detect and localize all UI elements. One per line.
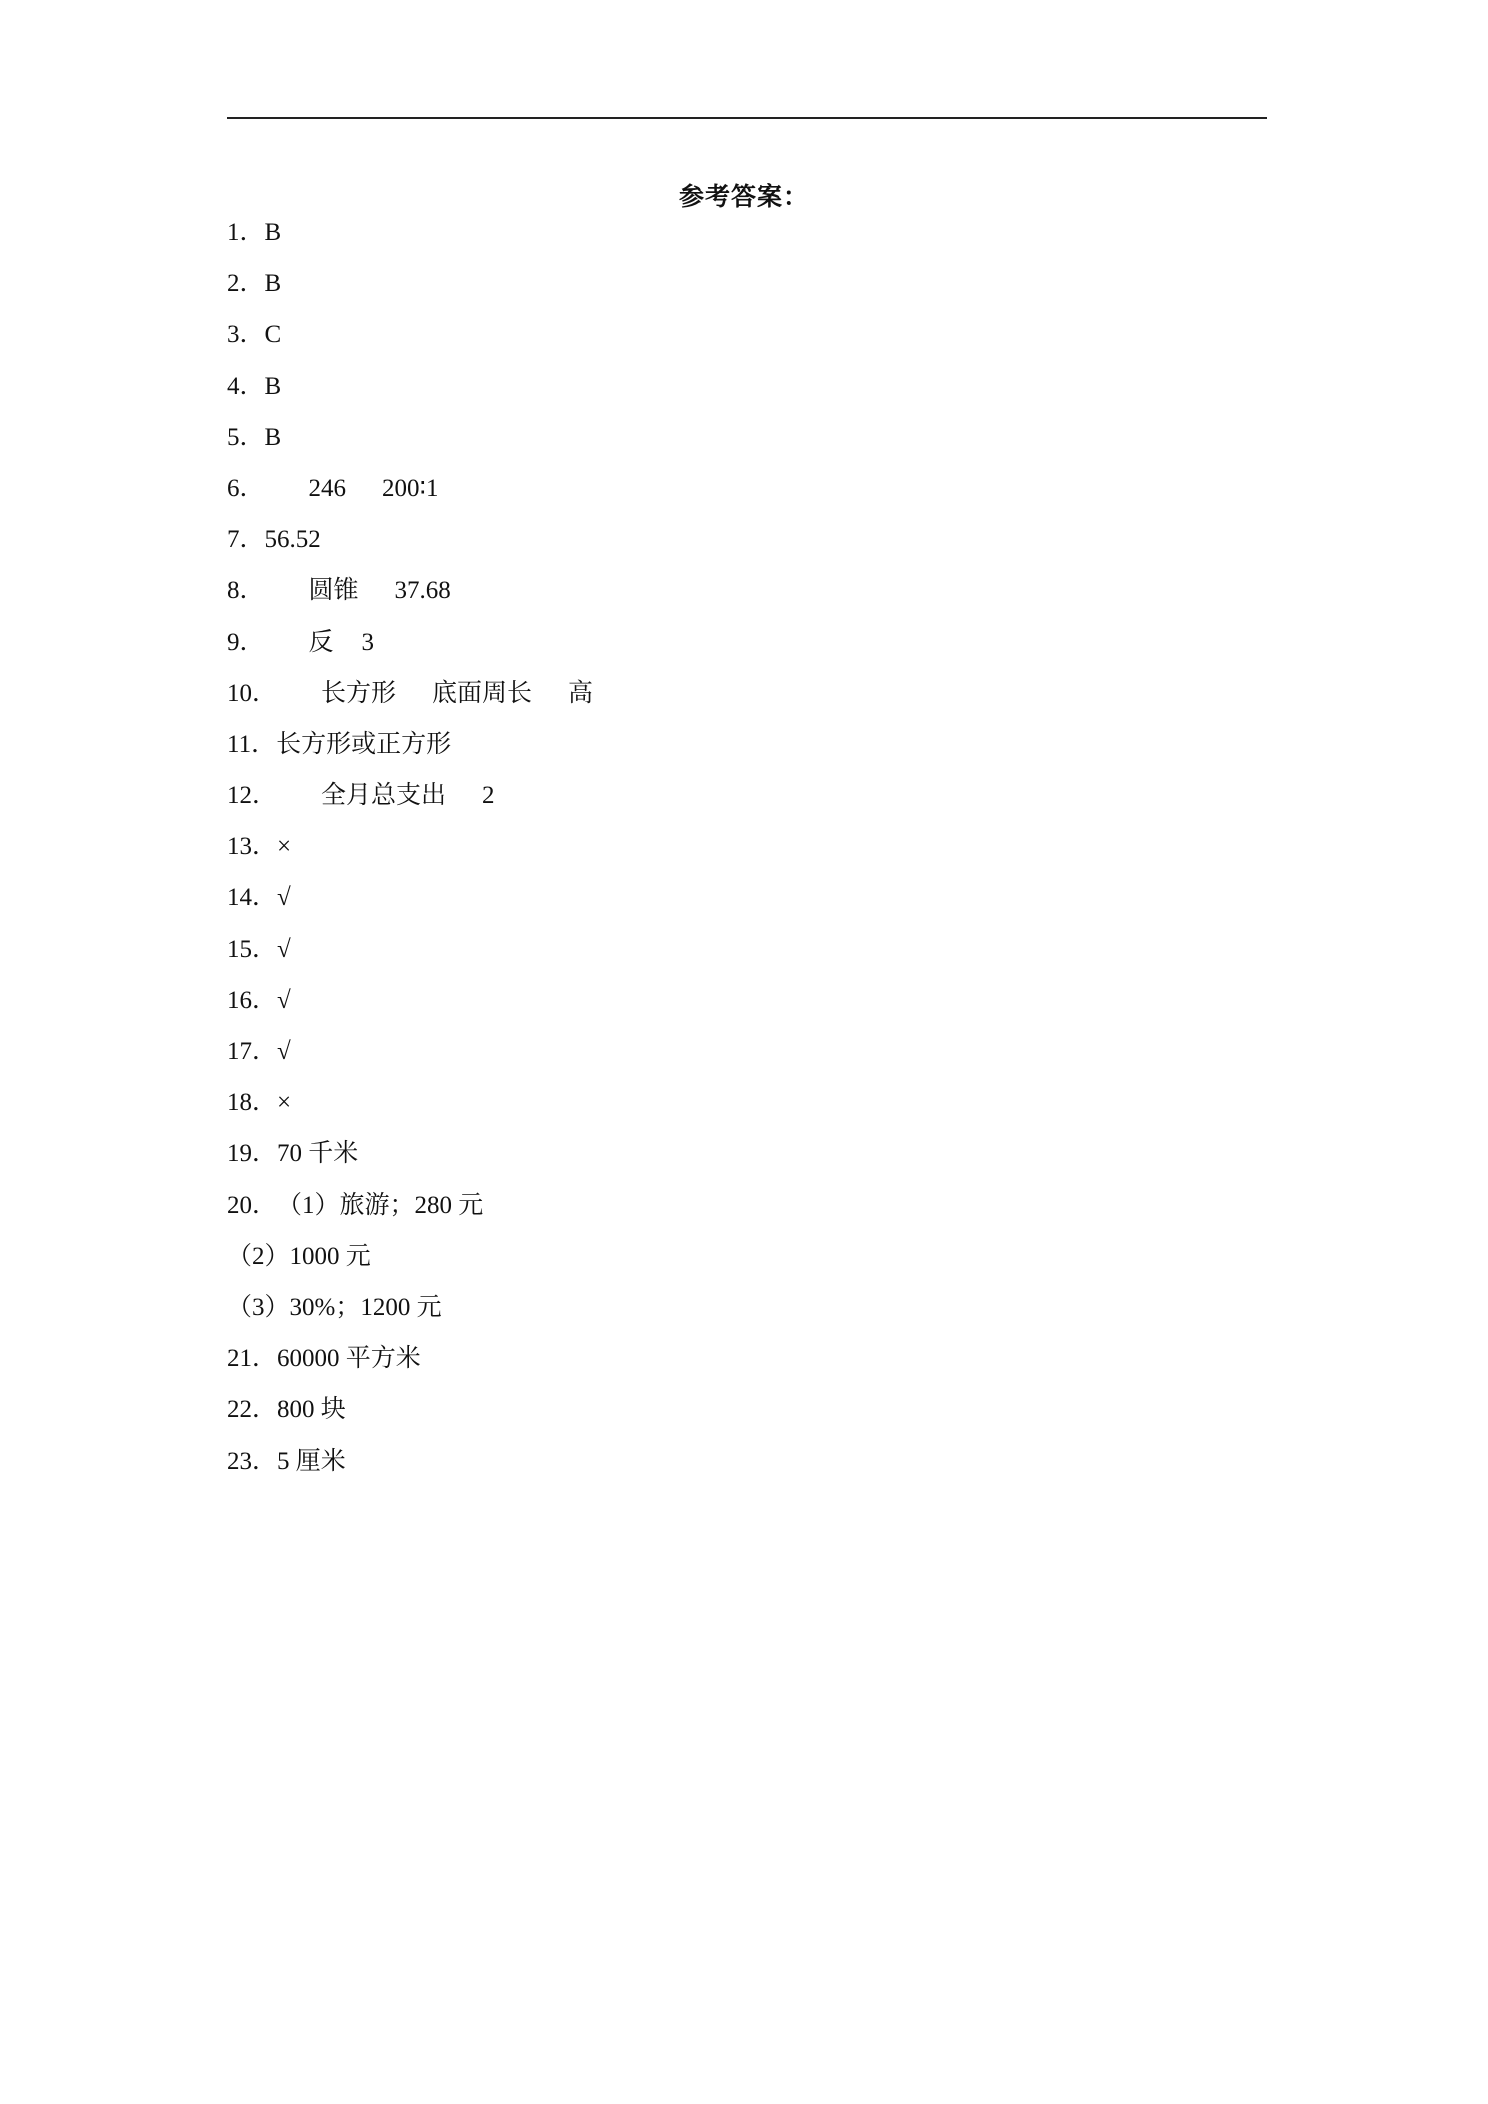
answer-2: [227, 266, 1267, 317]
answer-number: 11．: [227, 730, 277, 758]
answer-number: 20．: [227, 1191, 278, 1219]
answer-3: [227, 317, 1267, 368]
answer-7: [227, 522, 1267, 573]
page-title: 参考答案：: [678, 184, 809, 211]
answer-text: B: [264, 372, 282, 400]
answer-8: [227, 573, 1267, 624]
answer-part: 200∶1: [382, 474, 439, 502]
answer-number: 23．: [227, 1447, 278, 1475]
answer-20: [227, 1188, 1267, 1239]
answer-number: 15．: [227, 935, 278, 963]
answer-text: ×: [277, 1089, 292, 1117]
answer-20-2: [227, 1239, 1267, 1290]
answer-text: √: [277, 986, 291, 1014]
answer-text: ×: [277, 833, 292, 861]
answer-number: 19．: [227, 1140, 278, 1168]
answer-part: 长方形: [321, 679, 397, 707]
answer-number: 10．: [227, 679, 278, 707]
answer-text: （3）30%；1200 元: [227, 1293, 442, 1321]
answer-number: 22．: [227, 1396, 278, 1424]
answer-14: [227, 880, 1267, 931]
answer-6: [227, 471, 1267, 522]
answer-text: B: [264, 423, 282, 451]
answer-5: [227, 420, 1267, 471]
answer-number: 21．: [227, 1345, 278, 1373]
answer-part: 全月总支出: [321, 782, 447, 810]
answer-number: 6．: [227, 474, 265, 502]
answer-number: 7．: [227, 526, 265, 554]
answer-text: （1）旅游；280 元: [277, 1191, 484, 1219]
answer-12: [227, 778, 1267, 829]
answer-number: 18．: [227, 1089, 278, 1117]
answer-20-3: [227, 1290, 1267, 1341]
answer-1: [227, 215, 1267, 266]
answer-18: [227, 1085, 1267, 1136]
answer-15: [227, 932, 1267, 983]
answer-part: 3: [361, 628, 375, 656]
answer-text: B: [264, 219, 282, 246]
answer-list: [227, 215, 1267, 1495]
answer-text: 长方形或正方形: [276, 730, 452, 758]
answer-13: [227, 829, 1267, 880]
answer-part: 反: [308, 628, 334, 656]
answer-number: 13．: [227, 833, 278, 861]
answer-text: 60000 平方米: [277, 1345, 421, 1373]
answer-19: [227, 1136, 1267, 1187]
answer-11: [227, 727, 1267, 778]
answer-number: 9．: [227, 628, 265, 656]
answer-number: 8．: [227, 577, 265, 605]
answer-text: √: [277, 1038, 291, 1065]
answer-number: 12．: [227, 782, 278, 810]
answer-text: （2）1000 元: [227, 1242, 371, 1270]
answer-text: B: [264, 270, 282, 298]
answer-text: 5 厘米: [277, 1447, 346, 1475]
answer-number: 1．: [227, 219, 265, 246]
answer-10: [227, 676, 1267, 727]
answer-9: [227, 625, 1267, 676]
answer-text: 800 块: [277, 1396, 346, 1424]
answer-number: 3．: [227, 321, 265, 349]
answer-text: 70 千米: [277, 1140, 359, 1168]
answer-part: 246: [308, 474, 347, 502]
answer-part: 底面周长: [432, 679, 533, 707]
header-rule: [227, 117, 1267, 119]
answer-16: [227, 983, 1267, 1034]
answer-text: C: [264, 321, 282, 349]
answer-number: 5．: [227, 423, 265, 451]
answer-text: √: [277, 884, 291, 912]
answer-number: 17．: [227, 1038, 278, 1065]
answer-text: 56.52: [264, 526, 321, 554]
answer-part: 高: [568, 679, 594, 707]
answer-part: 圆锥: [308, 577, 359, 605]
answer-text: √: [277, 935, 291, 963]
answer-4: [227, 369, 1267, 420]
answer-21: [227, 1341, 1267, 1392]
answer-number: 4．: [227, 372, 265, 400]
answer-23: [227, 1444, 1267, 1495]
answer-part: 2: [482, 782, 495, 810]
answer-number: 16．: [227, 986, 278, 1014]
answer-number: 2．: [227, 270, 265, 298]
answer-part: 37.68: [394, 577, 451, 605]
answer-17: [227, 1034, 1267, 1085]
answer-number: 14．: [227, 884, 278, 912]
answer-22: [227, 1392, 1267, 1443]
